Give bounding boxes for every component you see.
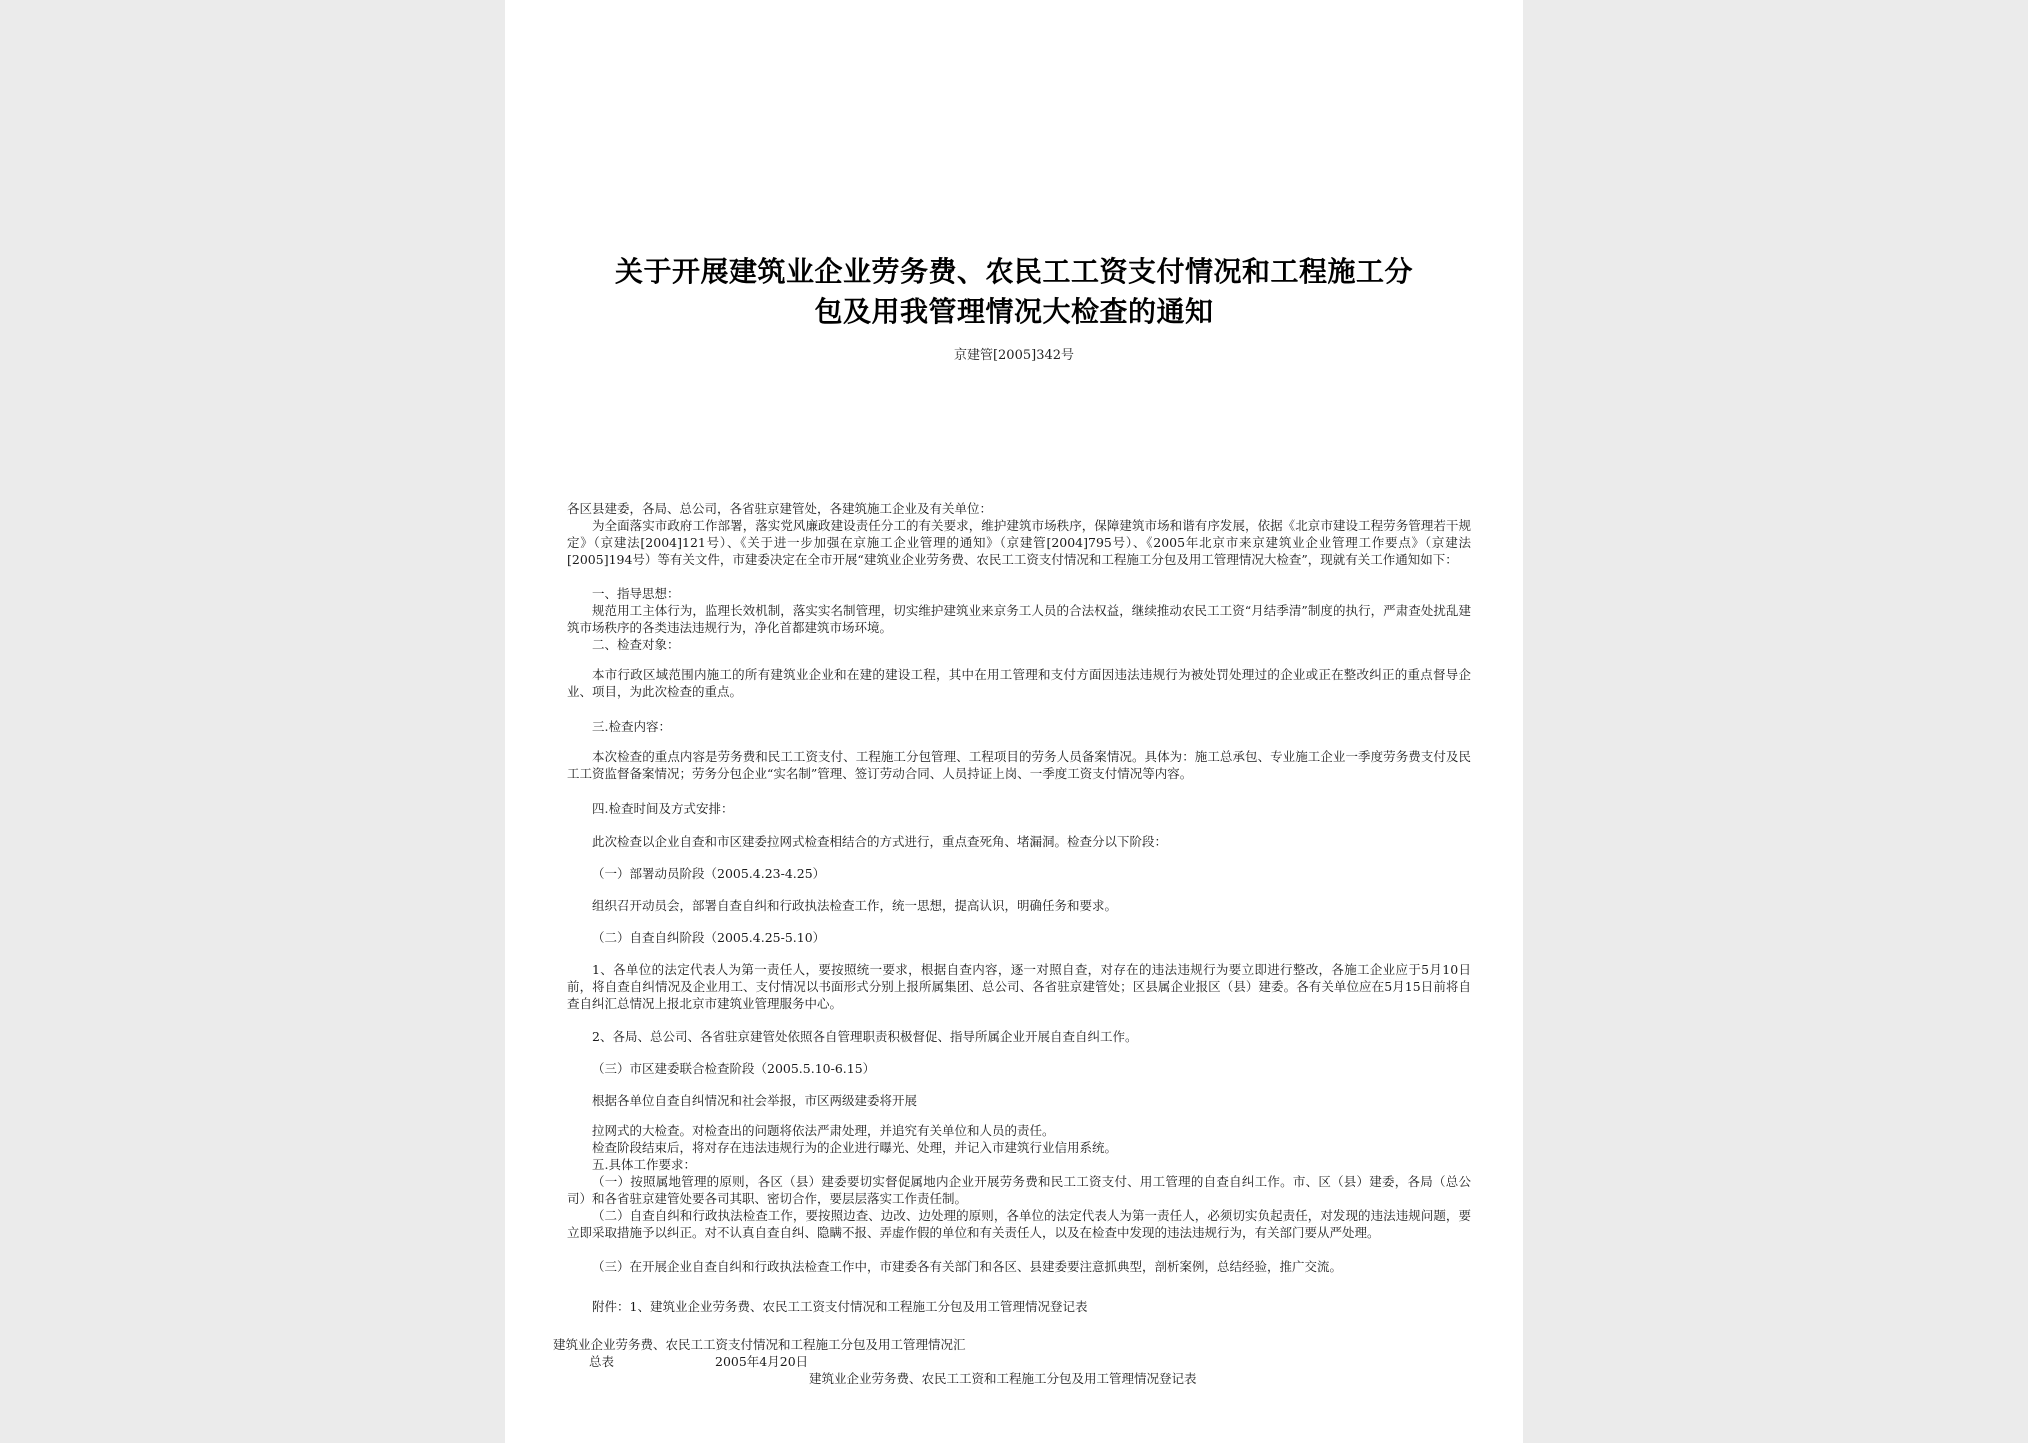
footer-date: 2005年4月20日 xyxy=(715,1354,809,1369)
section-2-body: 本市行政区域范围内施工的所有建筑业企业和在建的建设工程，其中在用工管理和支付方面因违法违规行为被处罚处理过的企业或正在整改纠正的重点督导企业、项目，为此次检查的重点。 xyxy=(567,667,1471,699)
footer-word: 总表 xyxy=(589,1354,615,1369)
document-title xyxy=(545,252,1483,332)
phase-1-body: 组织召开动员会，部署自查自纠和行政执法检查工作，统一思想，提高认识，明确任务和要求。 xyxy=(592,898,1118,913)
phase-2-item-1: 1、各单位的法定代表人为第一责任人，要按照统一要求，根据自查内容，逐一对照自查，对存在的违法违规行为要立即进行整改，各施工企业应于5月10日前，将自查自纠情况及企业用工、支付情况以书面形式分别上报所属集团、总公司、各省驻京建管处；区县属企业报区（县）建委。各有关单位应在5月15日前将自查自纠汇总情况上报北京市建筑业管理服务中心。 xyxy=(567,962,1471,1011)
phase-1-heading: （一）部署动员阶段（2005.4.23-4.25） xyxy=(592,866,826,881)
section-3-heading: 三.检查内容： xyxy=(592,719,671,734)
addressee: 各区县建委，各局、总公司，各省驻京建管处，各建筑施工企业及有关单位： xyxy=(567,501,993,516)
phase-3-heading: （三）市区建委联合检查阶段（2005.5.10-6.15） xyxy=(592,1061,876,1076)
phase-3-body: 根据各单位自查自纠情况和社会举报，市区两级建委将开展 xyxy=(592,1093,918,1108)
section-2-heading: 二、检查对象： xyxy=(592,637,680,652)
phase-3-continued-1: 拉网式的大检查。对检查出的问题将依法严肃处理，并追究有关单位和人员的责任。 xyxy=(592,1123,1055,1138)
section-5-item-3: （三）在开展企业自查自纠和行政执法检查工作中，市建委各有关部门和各区、县建委要注意抓典型，剖析案例，总结经验，推广交流。 xyxy=(592,1259,1343,1274)
footer-line-3: 建筑业企业劳务费、农民工工资和工程施工分包及用工管理情况登记表 xyxy=(809,1371,1197,1386)
phase-2-item-2: 2、各局、总公司、各省驻京建管处依照各自管理职责积极督促、指导所属企业开展自查自纠工作。 xyxy=(592,1029,1138,1044)
phase-3-continued-2: 检查阶段结束后，将对存在违法违规行为的企业进行曝光、处理，并记入市建筑行业信用系统。 xyxy=(592,1140,1118,1155)
section-1-heading: 一、指导思想： xyxy=(592,586,680,601)
title-line-1: 关于开展建筑业企业劳务费、农民工工资支付情况和工程施工分 xyxy=(614,255,1413,288)
document-page xyxy=(505,0,1523,1443)
section-4-heading: 四.检查时间及方式安排： xyxy=(592,801,734,816)
title-line-2: 包及用我管理情况大检查的通知 xyxy=(814,295,1214,328)
intro-paragraph: 为全面落实市政府工作部署，落实党风廉政建设责任分工的有关要求，维护建筑市场秩序，保障建筑市场和谐有序发展，依据《北京市建设工程劳务管理若干规定》（京建法[2004]121号）、《关于进一步加强在京施工企业管理的通知》（京建管[2004]795号）、《2005年北京市来京建筑业企业管理工作要点》（京建法[2005]194号）等有关文件，市建委决定在全市开展“建筑业企业劳务费、农民工工资支付情况和工程施工分包及用工管理情况大检查”，现就有关工作通知如下： xyxy=(567,518,1471,567)
attachment-line: 附件：1、建筑业企业劳务费、农民工工资支付情况和工程施工分包及用工管理情况登记表 xyxy=(592,1299,1088,1314)
document-number: 京建管[2005]342号 xyxy=(953,348,1075,363)
section-3-body: 本次检查的重点内容是劳务费和民工工资支付、工程施工分包管理、工程项目的劳务人员备案情况。具体为：施工总承包、专业施工企业一季度劳务费支付及民工工资监督备案情况；劳务分包企业“实名制”管理、签订劳动合同、人员持证上岗、一季度工资支付情况等内容。 xyxy=(567,749,1471,781)
phase-2-heading: （二）自查自纠阶段（2005.4.25-5.10） xyxy=(592,930,826,945)
section-5-heading: 五.具体工作要求： xyxy=(592,1157,696,1172)
section-5-item-1: （一）按照属地管理的原则，各区（县）建委要切实督促属地内企业开展劳务费和民工工资支付、用工管理的自查自纠工作。市、区（县）建委，各局（总公司）和各省驻京建管处要各司其职、密切合作，要层层落实工作责任制。 xyxy=(567,1174,1471,1206)
section-5-item-2: （二）自查自纠和行政执法检查工作，要按照边查、边改、边处理的原则，各单位的法定代表人为第一责任人，必须切实负起责任，对发现的违法违规问题，要立即采取措施予以纠正。对不认真自查自纠、隐瞒不报、弄虚作假的单位和有关责任人，以及在检查中发现的违法违规行为，有关部门要从严处理。 xyxy=(567,1208,1471,1240)
footer-line-1: 建筑业企业劳务费、农民工工资支付情况和工程施工分包及用工管理情况汇 xyxy=(553,1337,966,1352)
section-1-body: 规范用工主体行为，监理长效机制，落实实名制管理，切实维护建筑业来京务工人员的合法权益，继续推动农民工工资“月结季清”制度的执行，严肃查处扰乱建筑市场秩序的各类违法违规行为，净化首都建筑市场环境。 xyxy=(567,603,1471,635)
section-4-body: 此次检查以企业自查和市区建委拉网式检查相结合的方式进行，重点查死角、堵漏洞。检查分以下阶段： xyxy=(592,834,1168,849)
